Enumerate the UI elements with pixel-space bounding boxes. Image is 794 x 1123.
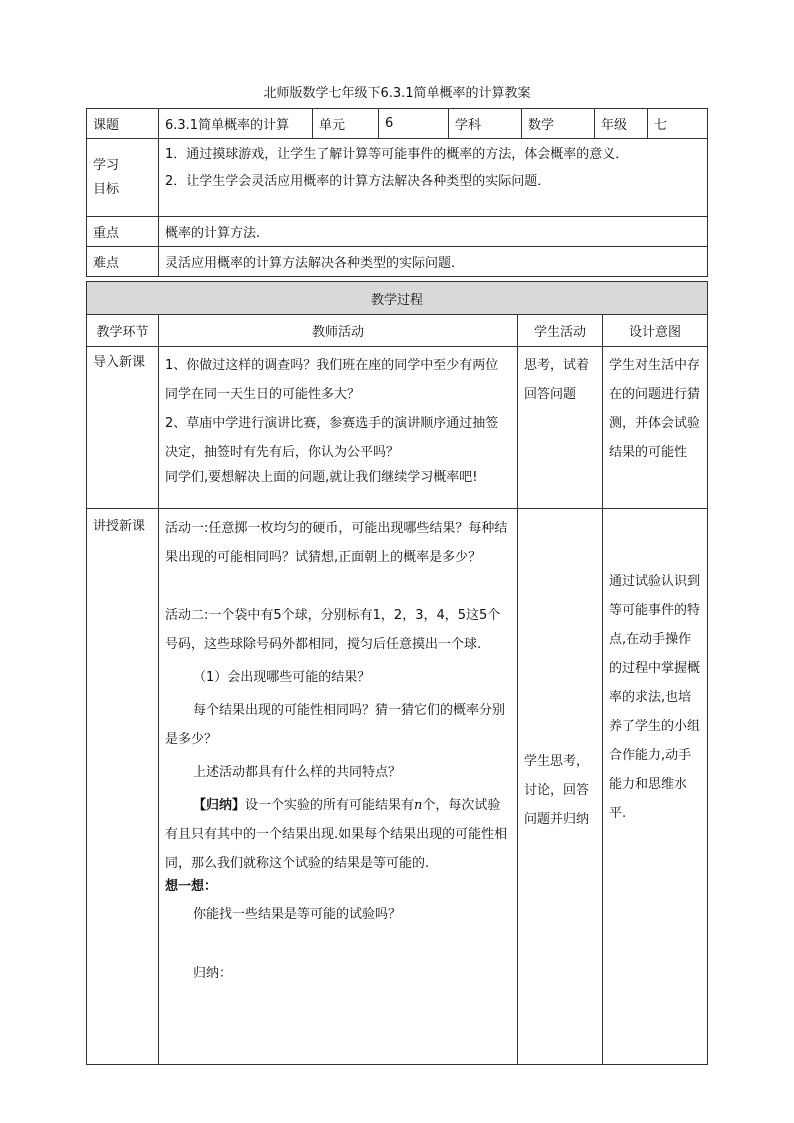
col-stage-header: 教学环节 (87, 315, 159, 347)
info-row-key (87, 217, 708, 247)
goal-2: 2．让学生学会灵活应用概率的计算方法解决各种类型的实际问题． (165, 174, 551, 189)
new-student: 学生思考，讨论，回答问题并归纳 (518, 509, 603, 1065)
intro-stage: 导入新课 (87, 347, 159, 509)
topic-value: 6.3.1简单概率的计算 (159, 109, 313, 139)
subject-value: 数学 (522, 109, 595, 139)
difficulty-label: 难点 (87, 247, 159, 277)
intro-teacher-3: 同学们,要想解决上面的问题,就让我们继续学习概率吧! (165, 470, 478, 485)
info-row-topic (87, 109, 708, 139)
process-section-title: 教学过程 (87, 282, 708, 315)
intro-student: 思考，试着回答问题 (518, 347, 603, 509)
goals-label-line2: 目标 (93, 181, 120, 197)
guina-label: 归纳： (193, 966, 233, 981)
process-row-intro (87, 347, 708, 509)
goals-value (159, 139, 708, 217)
activity-2: 活动二:一个袋中有5个球，分别标有1，2，3，4，5这5个号码，这些球除号码外都相同，搅匀后任意摸出一个球. (165, 608, 501, 652)
unit-value: 6 (379, 109, 449, 139)
summary (165, 791, 511, 878)
new-design: 通过试验认识到等可能事件的特点,在动手操作的过程中掌握概率的求法,也培养了学生的小组合作能力,动手能力和思维水平. (603, 509, 708, 1065)
col-student-header: 学生活动 (518, 315, 603, 347)
question-2: 每个结果出现的可能性相同吗？猜一猜它们的概率分别是多少？ (165, 703, 506, 747)
process-row-new (87, 509, 708, 1065)
col-teacher-header: 教师活动 (159, 315, 518, 347)
process-table (86, 281, 708, 1065)
goals-label-line1: 学习 (93, 157, 120, 173)
info-row-goals (87, 139, 708, 217)
info-row-difficulty (87, 247, 708, 277)
think-heading: 想一想： (165, 879, 218, 894)
unit-label: 单元 (313, 109, 379, 139)
question-3: 上述活动都具有什么样的共同特点？ (193, 765, 402, 780)
intro-design: 学生对生活中存在的问题进行猜测，并体会试验结果的可能性 (603, 347, 708, 509)
grade-label: 年级 (595, 109, 648, 139)
info-table (86, 108, 708, 277)
subject-label: 学科 (449, 109, 522, 139)
grade-value: 七 (648, 109, 708, 139)
intro-teacher-1: 1、你做过这样的调查吗？我们班在座的同学中至少有两位同学在同一天生日的可能性多大？ (165, 358, 499, 402)
document-title: 北师版数学七年级下6.3.1简单概率的计算教案 (263, 86, 531, 101)
new-teacher (159, 509, 518, 1065)
question-1: （1）会出现哪些可能的结果？ (193, 670, 371, 685)
think-question: 你能找一些结果是等可能的试验吗？ (193, 907, 402, 922)
new-stage: 讲授新课 (87, 509, 159, 1065)
intro-teacher-2: 2、草庙中学进行演讲比赛，参赛选手的演讲顺序通过抽签决定，抽签时有先有后，你认为公平吗？ (165, 416, 499, 460)
goal-1: 1．通过摸球游戏，让学生了解计算等可能事件的概率的方法，体会概率的意义． (165, 147, 629, 162)
topic-label: 课题 (87, 109, 159, 139)
key-value: 概率的计算方法. (159, 217, 708, 247)
col-design-header: 设计意图 (603, 315, 708, 347)
difficulty-value: 灵活应用概率的计算方法解决各种类型的实际问题. (159, 247, 708, 277)
process-section-row (87, 282, 708, 315)
activity-1: 活动一:任意掷一枚均匀的硬币，可能出现哪些结果？每种结果出现的可能相同吗？试猜想,正面朝上的概率是多少？ (165, 521, 508, 565)
intro-teacher (159, 347, 518, 509)
summary-var: n (414, 798, 423, 813)
summary-post: 个，每次试验有且只有其中的一个结果出现.如果每个结果出现的可能性相同，那么我们就称这个试验的结果是等可能的. (165, 798, 508, 871)
process-header-row (87, 315, 708, 347)
goals-label (87, 139, 159, 217)
summary-pre: 设一个实验的所有可能结果有 (245, 798, 415, 813)
key-label: 重点 (87, 217, 159, 247)
summary-tag: 【归纳】 (193, 798, 246, 813)
